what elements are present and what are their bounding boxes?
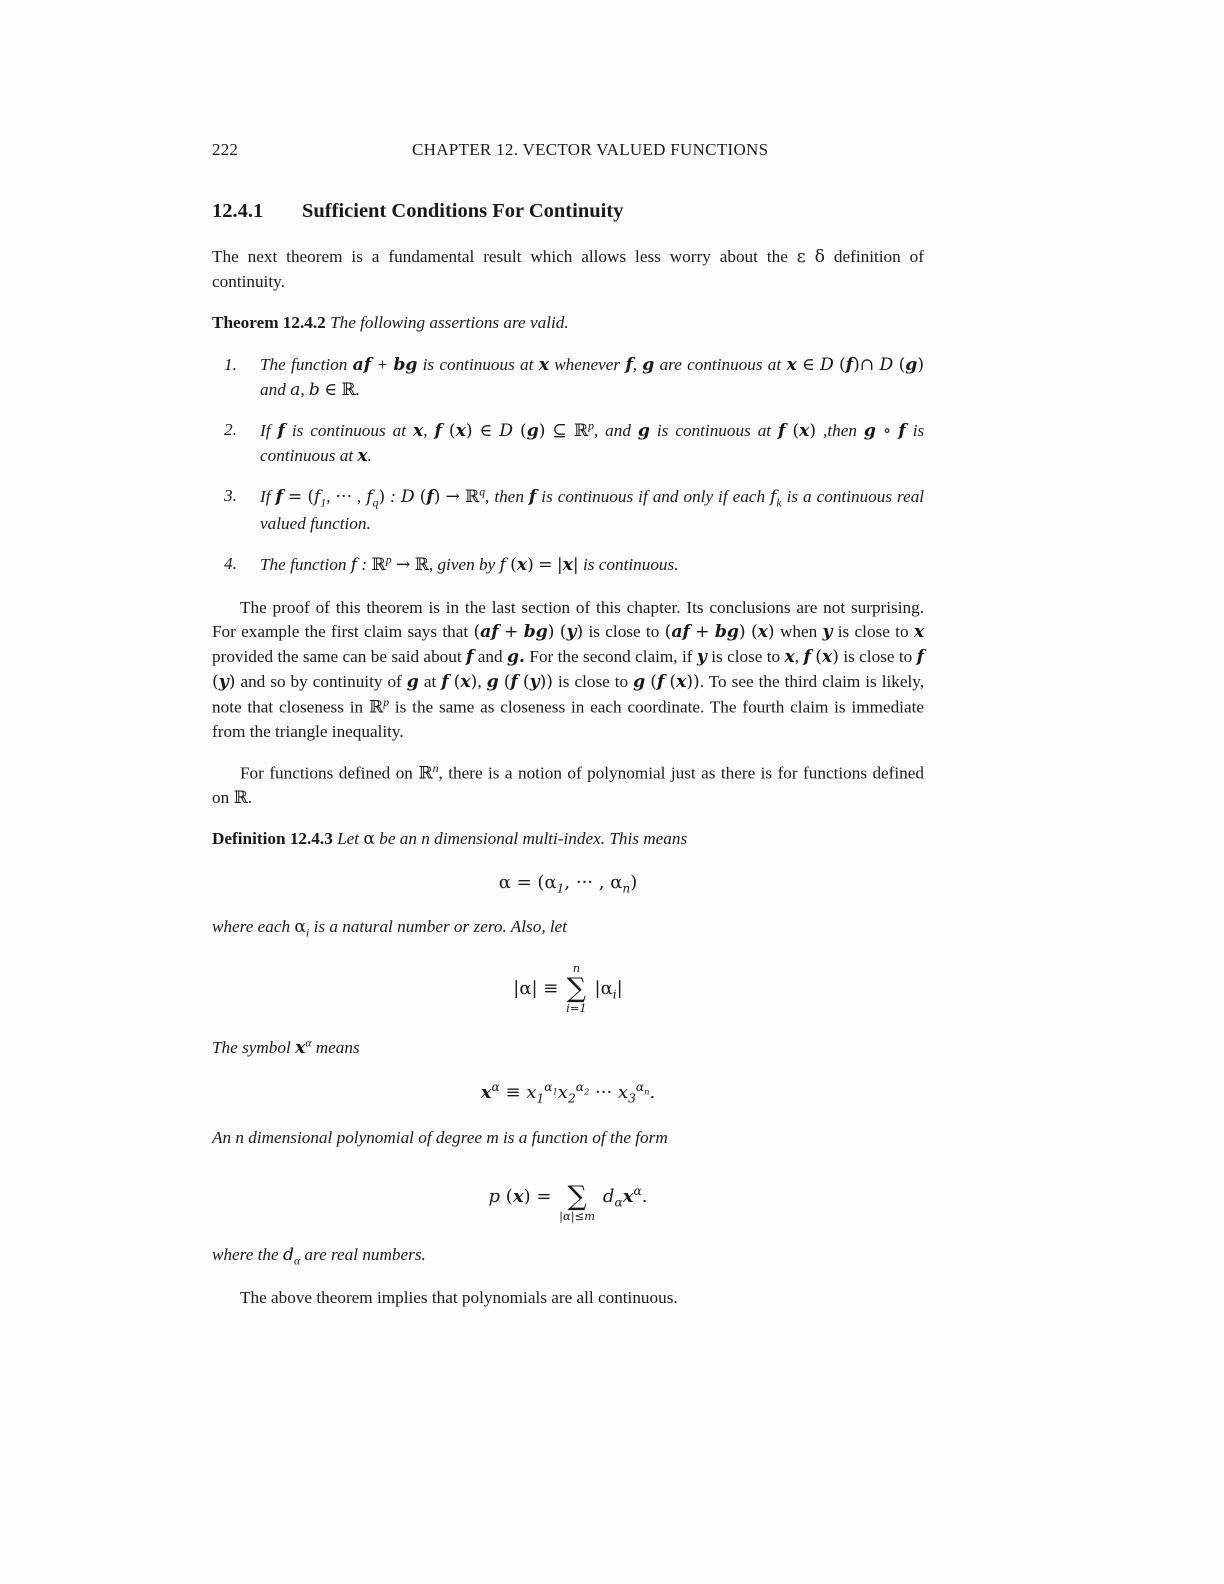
definition-statement: Let α be an n dimensional multi-index. This means (337, 829, 688, 850)
list-item-number: 2. (224, 420, 237, 440)
theorem-list (212, 353, 924, 577)
theorem-statement-line (212, 311, 924, 336)
list-item (212, 418, 924, 469)
section-title: Sufficient Conditions For Continuity (302, 200, 624, 222)
after-alpha-line: where each $\alpha_i$ is a natural number or zero. Also, let (212, 917, 568, 940)
equation-x-alpha: $x^\alpha \equiv x_1^{\alpha_1}x_2^{\alpha_2}$ ··· $x_3^{\alpha_n}$. (480, 1080, 656, 1106)
section-heading (212, 200, 924, 223)
where-line: where the $d_\alpha$ are real numbers. (212, 1244, 426, 1268)
section-number: 12.4.1 (212, 200, 264, 222)
polynomial-line: An n dimensional polynomial of degree m is a function of the form (212, 1127, 668, 1147)
list-item (212, 484, 924, 537)
list-item (212, 353, 924, 403)
list-item-number: 1. (224, 355, 237, 375)
page-content (212, 140, 924, 1327)
theorem-statement: The following assertions are valid. (330, 312, 569, 332)
list-item-text: The function af + bg is continuous at x whenever f, g are continuous at x ∈ D (f)∩ D (g) and a, b ∈ ℝ. (260, 355, 925, 401)
list-item (212, 552, 924, 578)
page-number: 222 (212, 140, 239, 159)
chapter-title: CHAPTER 12. VECTOR VALUED FUNCTIONS (412, 140, 769, 159)
equation-alpha-tuple: $\alpha = (\alpha_1$, ··· , $\alpha_n$) (498, 871, 638, 896)
definition-label: Definition 12.4.3 (212, 829, 333, 849)
definition-line (212, 827, 924, 852)
symbol-line: The symbol $x^\alpha$ means (212, 1035, 360, 1058)
proof-note-paragraph: The proof of this theorem is in the last section of this chapter. Its conclusions are not surprising. For example the first claim says that (af + bg) (y) is close to (af + bg) (x) when y is close to x provided the same can be said about f and g. For the second claim, if y is close to x, f (x) is close to f (y) and so by continuity of g at f (x), g (f (y)) is close to g (f (x)). To see the third claim is likely, note that closeness in ℝ$^p$ is the same as closeness in each coordinate. The fourth claim is immediate from the triangle inequality. (212, 597, 925, 742)
running-header (212, 140, 924, 160)
closing-paragraph: The above theorem implies that polynomials are all continuous. (240, 1287, 678, 1307)
intro-paragraph: The next theorem is a fundamental result which allows less worry about the ε δ definition of continuity. (212, 247, 924, 291)
equation-polynomial: p (x) = ∑ |α|≤m $d_\alpha x^\alpha$. (212, 1171, 924, 1223)
list-item-number: 3. (224, 485, 237, 505)
theorem-label: Theorem 12.4.2 (212, 312, 326, 332)
list-item-number: 4. (224, 553, 237, 573)
equation-abs-alpha: |α| ≡ n ∑ i=1 $|\alpha_i|$ (513, 960, 623, 1016)
summation-symbol: n ∑ i=1 (566, 960, 587, 1016)
summation-symbol: ∑ |α|≤m (559, 1181, 596, 1224)
list-item-text: If f is continuous at x, f (x) ∈ D (g) ⊆ ℝ$^p$, and g is continuous at f (x) ,then g ∘ f is continuous at x. (260, 419, 925, 466)
list-item-text: If $f = (f_1$, ··· , $f_q$) : D (f) → ℝ$^q$, then f is continuous if and only if each $f_k$ is a continuous real valued function. (260, 484, 925, 533)
list-item-text: The function f : ℝ$^p$ → ℝ, given by f (x) = |x| is continuous. (260, 552, 679, 575)
polynomial-note-paragraph: For functions defined on ℝ$^n$, there is a notion of polynomial just as there is for functions defined on ℝ. (212, 761, 924, 809)
